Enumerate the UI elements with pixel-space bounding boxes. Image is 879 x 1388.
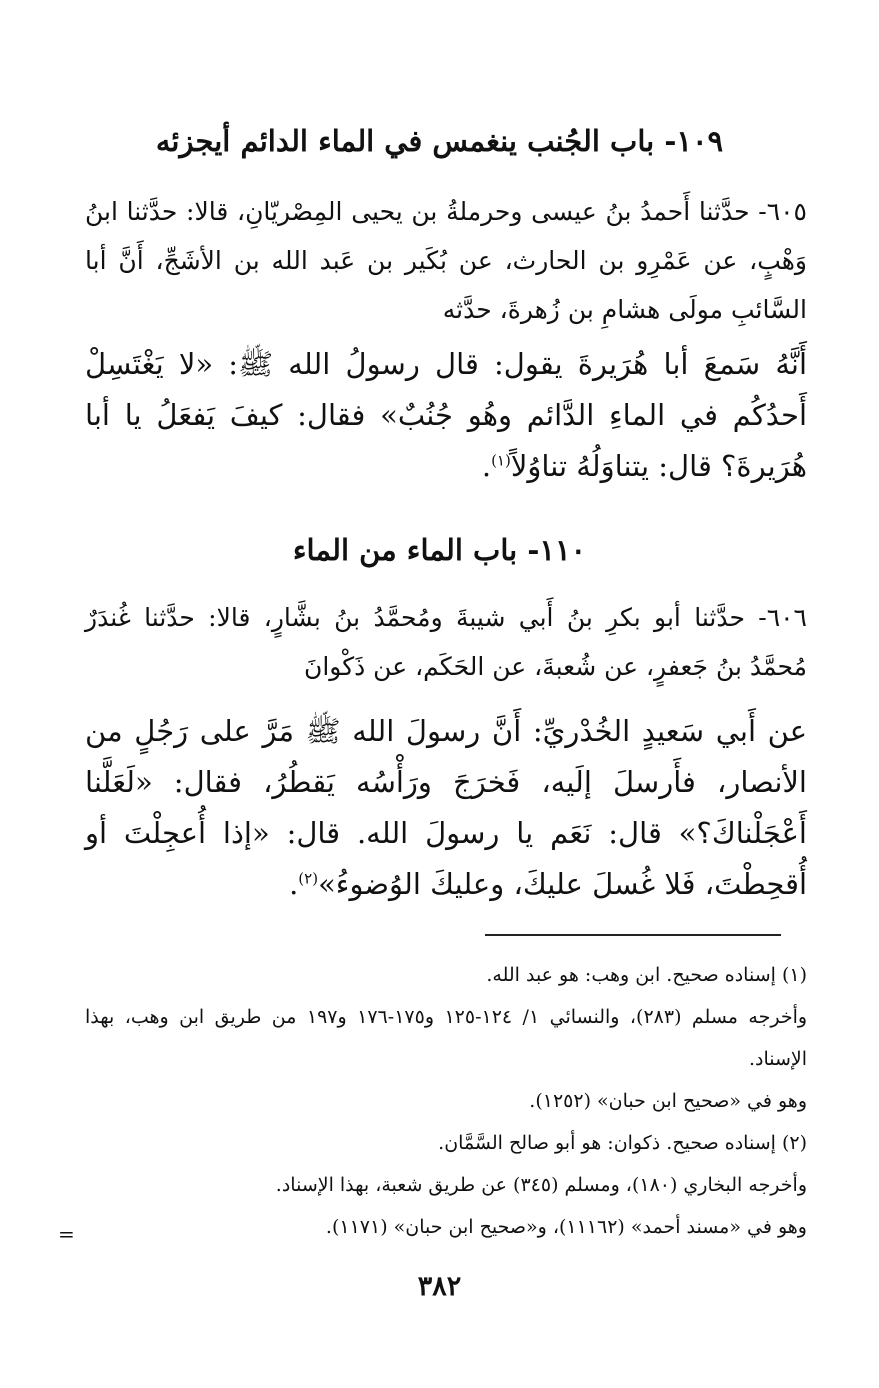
continuation-mark: = xyxy=(58,1222,75,1246)
hadith-605-matn-end: . xyxy=(481,449,492,483)
page-number: ٣٨٢ xyxy=(417,1271,462,1302)
footnote-line: (٢) إسناده صحيح. ذكوان: هو أبو صالح السَّمَّان. xyxy=(438,1132,807,1154)
hadith-605-matn xyxy=(85,339,807,492)
section-heading-110: ١١٠- باب الماء من الماء xyxy=(292,533,587,567)
section-heading-109: ١٠٩- باب الجُنب ينغمس في الماء الدائم أيجزئه xyxy=(155,124,724,158)
footnote-line: وهو في «صحيح ابن حبان» (١٢٥٢). xyxy=(529,1090,807,1112)
hadith-606-matn-text: عن أَبي سَعيدٍ الخُدْريِّ: أَنَّ رسولَ الله ﷺ مَرَّ على رَجُلٍ من الأنصار، فأَرسلَ إلَيه، فَخرَجَ ورَأْسُه يَقطُرُ، فقال: «لَعَلَّنا أَعْجَلْناكَ؟» قال: نَعَم يا رسولَ الله. قال: «إذا أُعجِلْتَ أو أُقحِطْتَ، فَلا غُسلَ عليكَ، وعليكَ الوُضوءُ» xyxy=(85,714,807,901)
hadith-605-matn-text: أَنَّهُ سَمعَ أبا هُرَيرةَ يقول: قال رسولُ الله ﷺ: «لا يَغْتَسِلْ أَحدُكُم في الماءِ الدَّائم وهُو جُنُبٌ» فقال: كيفَ يَفعَلُ يا أبا هُرَيرةَ؟ قال: يتناوَلُهُ تناوُلاً xyxy=(85,347,807,483)
footnotes xyxy=(85,954,807,1248)
footnote-ref-1[interactable]: (١) xyxy=(491,451,511,470)
footnote-line: (١) إسناده صحيح. ابن وهب: هو عبد الله. xyxy=(486,964,807,986)
hadith-606-matn xyxy=(85,706,807,910)
footnote-line: وأخرجه البخاري (١٨٠)، ومسلم (٣٤٥) عن طريق شعبة، بهذا الإسناد. xyxy=(275,1174,807,1196)
hadith-606-matn-end: . xyxy=(289,867,299,901)
footnote-separator xyxy=(485,934,781,936)
footnote-line: وهو في «مسند أحمد» (١١١٦٢)، و«صحيح ابن حبان» (١١٧١). xyxy=(325,1216,807,1238)
footnote-line: وأخرجه مسلم (٢٨٣)، والنسائي ١/ ١٢٤-١٢٥ و١٧٥-١٧٦ و١٩٧ من طريق ابن وهب، بهذا الإسناد. xyxy=(85,1006,808,1070)
footnote-ref-2[interactable]: (٢) xyxy=(298,869,319,888)
hadith-605-isnad: ٦٠٥- حدَّثنا أَحمدُ بنُ عيسى وحرملةُ بن يحيى المِصْريّانِ، قالا: حدَّثنا ابنُ وَهْبٍ، عن عَمْرِو بن الحارث، عن بُكَير بن عَبد الله بن الأشَجِّ، أَنَّ أبا السَّائبِ مولَى هشامِ بن زُهرةَ، حدَّثه xyxy=(85,197,807,324)
hadith-606-isnad: ٦٠٦- حدَّثنا أبو بكرِ بنُ أَبي شيبةَ ومُحمَّدُ بنُ بشَّارٍ، قالا: حدَّثنا غُندَرٌ مُحمَّدُ بنُ جَعفرٍ، عن شُعبةَ، عن الحَكَم، عن ذَكْوانَ xyxy=(85,603,807,681)
